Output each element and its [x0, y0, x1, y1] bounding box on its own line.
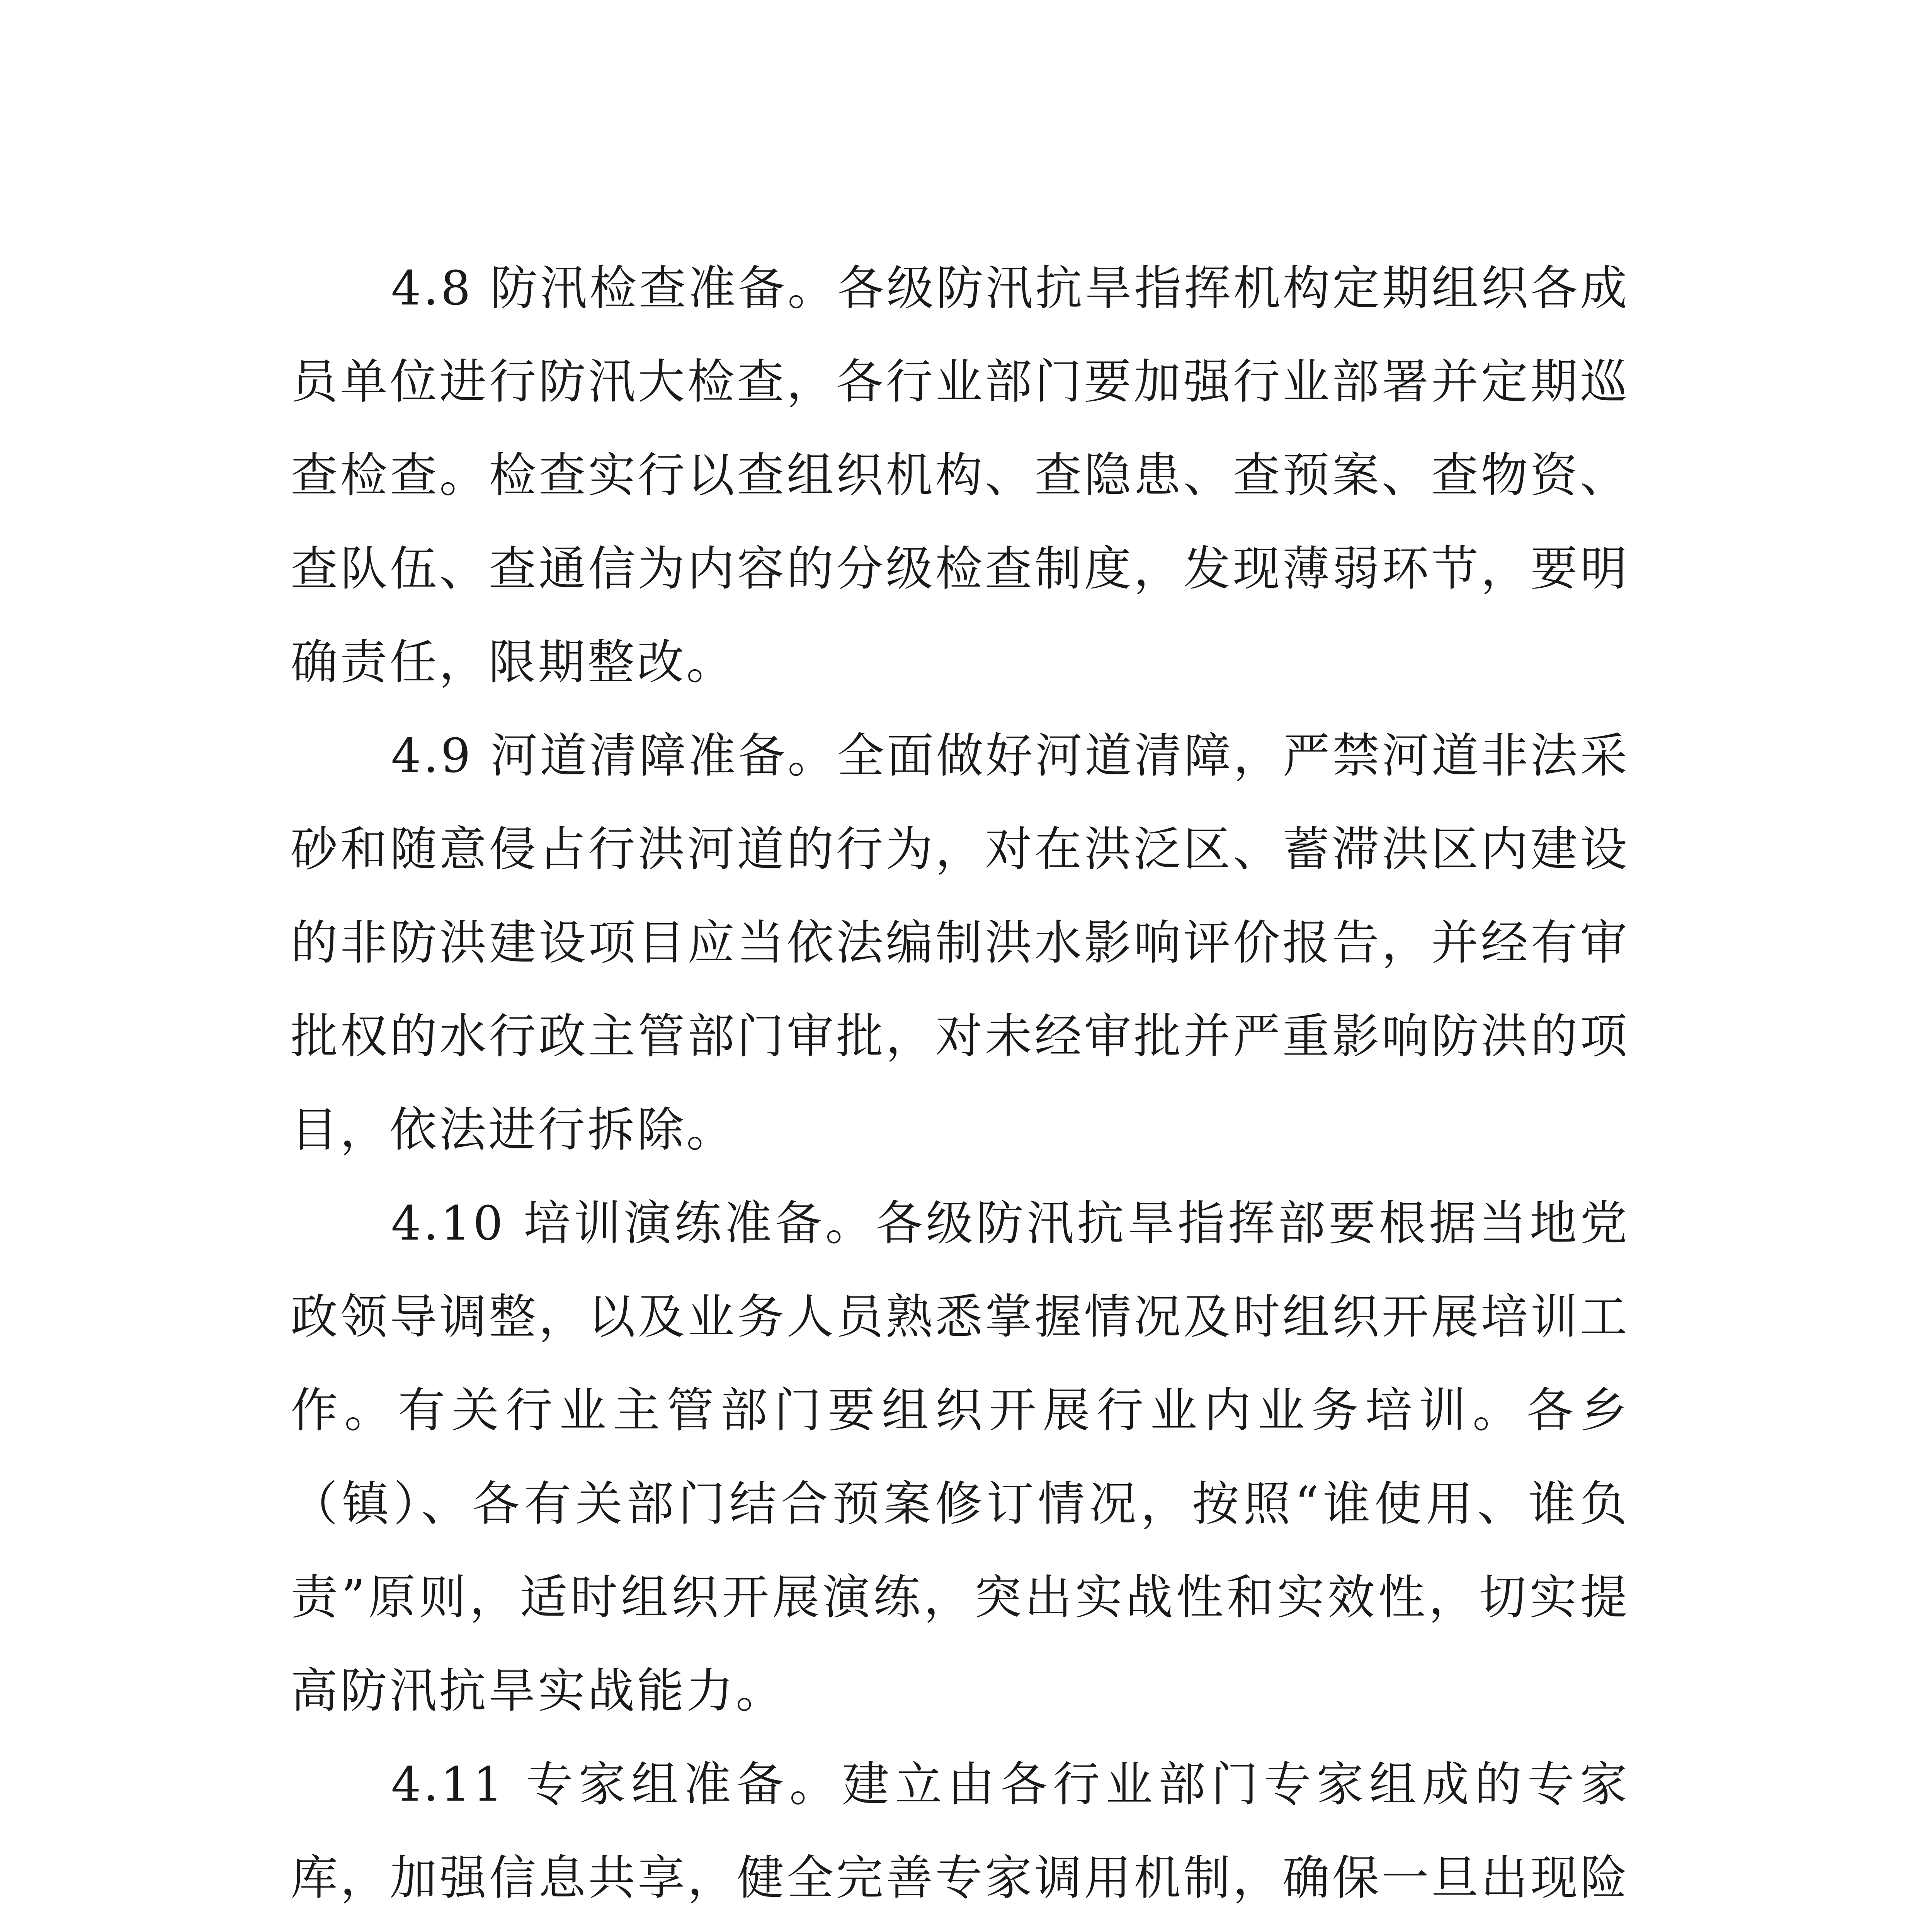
paragraph-4-11: 4.11 专家组准备。建立由各行业部门专家组成的专家库，加强信息共享，健全完善专家调用机制，确保一旦出现险: [291, 1757, 1629, 1905]
paragraph-4-8: 4.8 防汛检查准备。各级防汛抗旱指挥机构定期组织各成员单位进行防汛大检查，各行业部门要加强行业部署并定期巡查检查。检查实行以查组织机构、查隐患、查预案、查物资、查队伍、查通信为内容的分级检查制度，发现薄弱环节，要明确责任，限期整改。: [291, 261, 1629, 690]
paragraph-4-10: 4.10 培训演练准备。各级防汛抗旱指挥部要根据当地党政领导调整，以及业务人员熟悉掌握情况及时组织开展培训工作。有关行业主管部门要组织开展行业内业务培训。各乡（镇）、各有关部门结合预案修订情况，按照“谁使用、谁负责”原则，适时组织开展演练，突出实战性和实效性，切实提高防汛抗旱实战能力。: [291, 1196, 1629, 1718]
body-text: [291, 242, 1629, 1932]
paragraph-4-9: 4.9 河道清障准备。全面做好河道清障，严禁河道非法采砂和随意侵占行洪河道的行为，对在洪泛区、蓄滞洪区内建设的非防洪建设项目应当依法编制洪水影响评价报告，并经有审批权的水行政主管部门审批，对未经审批并严重影响防洪的项目，依法进行拆除。: [291, 728, 1629, 1157]
